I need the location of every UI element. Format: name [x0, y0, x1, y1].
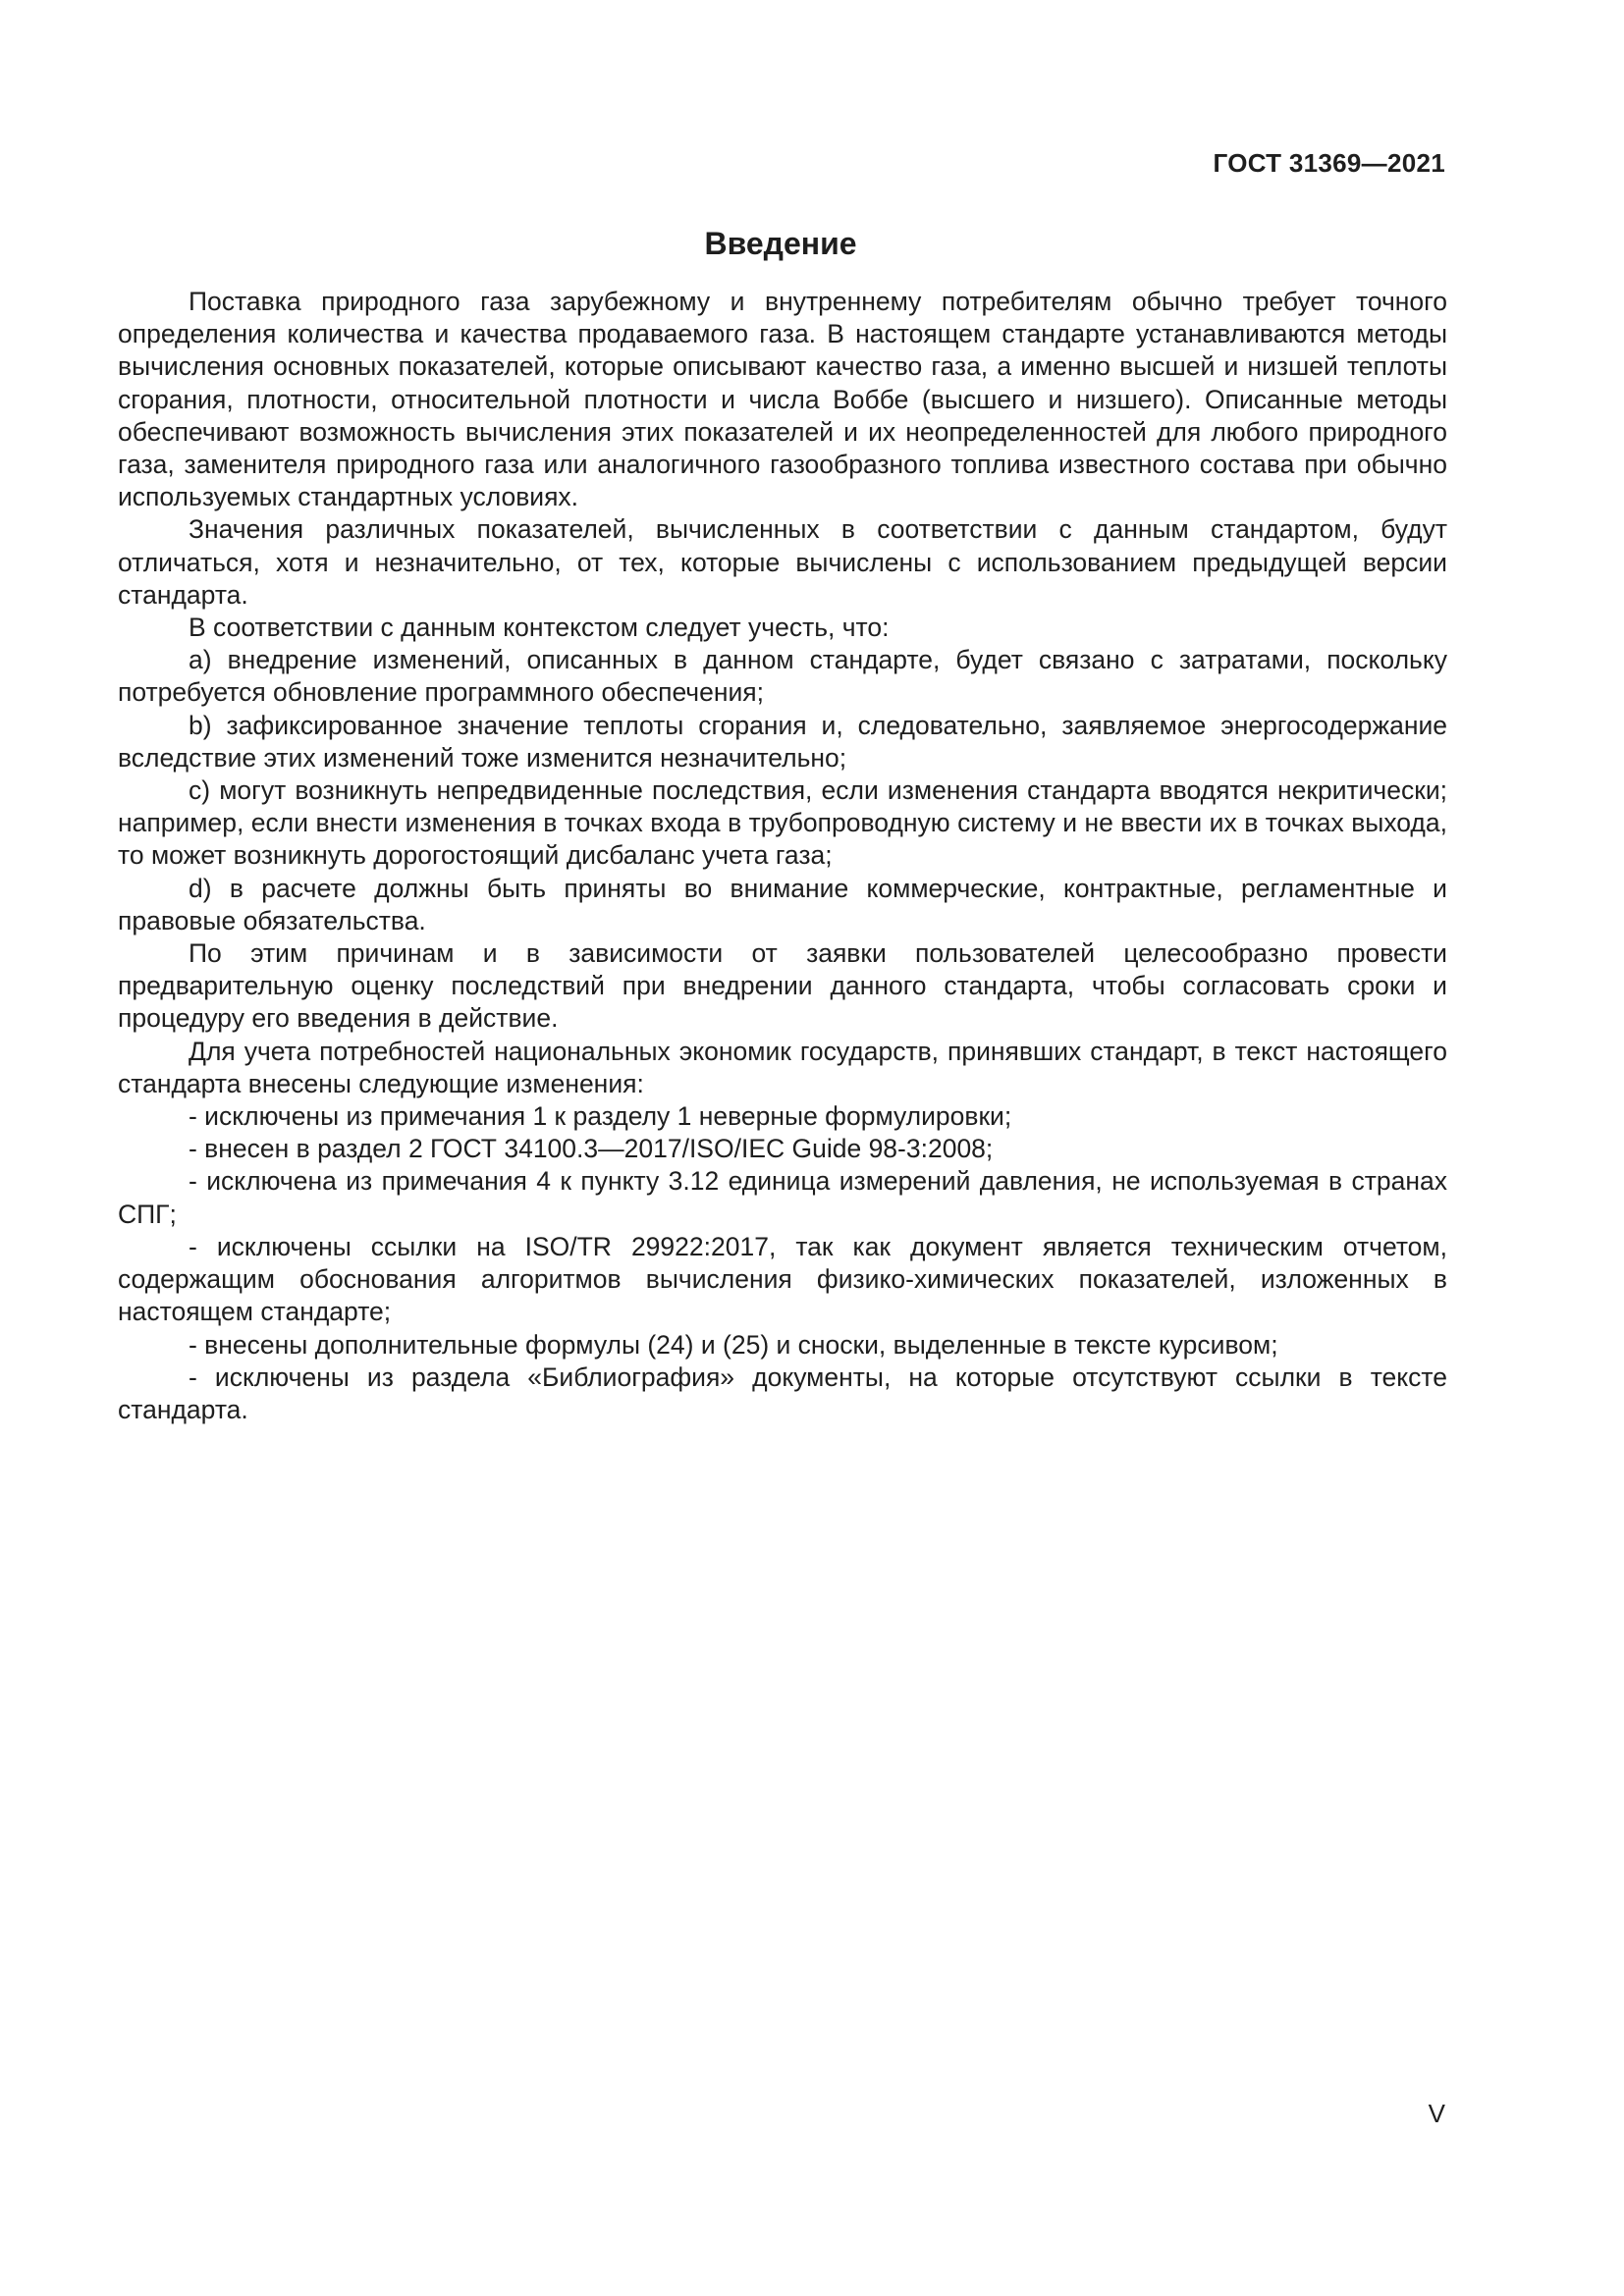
paragraph-intro: Поставка природного газа зарубежному и внутреннему потребителям обычно требует точного определения количества и качества продаваемого газа. В настоящем стандарте устанавливаются методы вычисления основных показателей, которые описывают качество газа, а именно высшей и низшей теплоты сгорания, плотности, относительной плотности и числа Воббе (высшего и низшего). Описанные методы обеспечивают возможность вычисления этих показателей и их неопределенностей для любого природного газа, заменителя природного газа или аналогичного газообразного топлива известного состава при обычно используемых стандартных условиях.: [118, 287, 1447, 512]
change-item: - исключены из раздела «Библиография» документы, на которые отсутствуют ссылки в тексте стандарта.: [118, 1362, 1447, 1424]
paragraph-differences: Значения различных показателей, вычисленных в соответствии с данным стандартом, будут отличаться, хотя и незначительно, от тех, которые вычислены с использованием предыдущей версии стандарта.: [118, 514, 1447, 610]
paragraph-context: В соответствии с данным контекстом следует учесть, что:: [189, 613, 890, 643]
paragraph-reasons: По этим причинам и в зависимости от заявки пользователей целесообразно провести предварительную оценку последствий при внедрении данного стандарта, чтобы согласовать сроки и процедуру его введения в действие.: [118, 938, 1447, 1034]
standard-number: ГОСТ 31369—2021: [1213, 148, 1445, 178]
body-text: [118, 286, 1447, 1426]
section-title: Введение: [704, 226, 857, 261]
change-item: - исключены из примечания 1 к разделу 1 неверные формулировки;: [189, 1101, 1012, 1132]
list-item-d: d) в расчете должны быть приняты во внимание коммерческие, контрактные, регламентные и правовые обязательства.: [118, 873, 1447, 935]
list-item-b: b) зафиксированное значение теплоты сгорания и, следовательно, заявляемое энергосодержание вследствие этих изменений тоже изменится незначительно;: [118, 710, 1447, 773]
list-item-c: c) могут возникнуть непредвиденные последствия, если изменения стандарта вводятся некритически; например, если внести изменения в точках входа в трубопроводную систему и не ввести их в точках выхода, то может возникнуть дорогостоящий дисбаланс учета газа;: [118, 775, 1447, 871]
change-item: - внесен в раздел 2 ГОСТ 34100.3—2017/ISO/IEC Guide 98-3:2008;: [189, 1134, 994, 1164]
list-item-a: a) внедрение изменений, описанных в данном стандарте, будет связано с затратами, поскольку потребуется обновление программного обеспечения;: [118, 645, 1447, 708]
change-item: - внесены дополнительные формулы (24) и (25) и сноски, выделенные в тексте курсивом;: [189, 1329, 1278, 1360]
change-item: - исключена из примечания 4 к пункту 3.12 единица измерений давления, не используемая в странах СПГ;: [118, 1166, 1447, 1229]
page-number: V: [1428, 2099, 1445, 2128]
change-item: - исключены ссылки на ISO/TR 29922:2017, так как документ является техническим отчетом, содержащим обоснования алгоритмов вычисления физико-химических показателей, изложенных в настоящем стандарте;: [118, 1231, 1447, 1327]
paragraph-changes-intro: Для учета потребностей национальных экономик государств, принявших стандарт, в текст настоящего стандарта внесены следующие изменения:: [118, 1036, 1447, 1098]
